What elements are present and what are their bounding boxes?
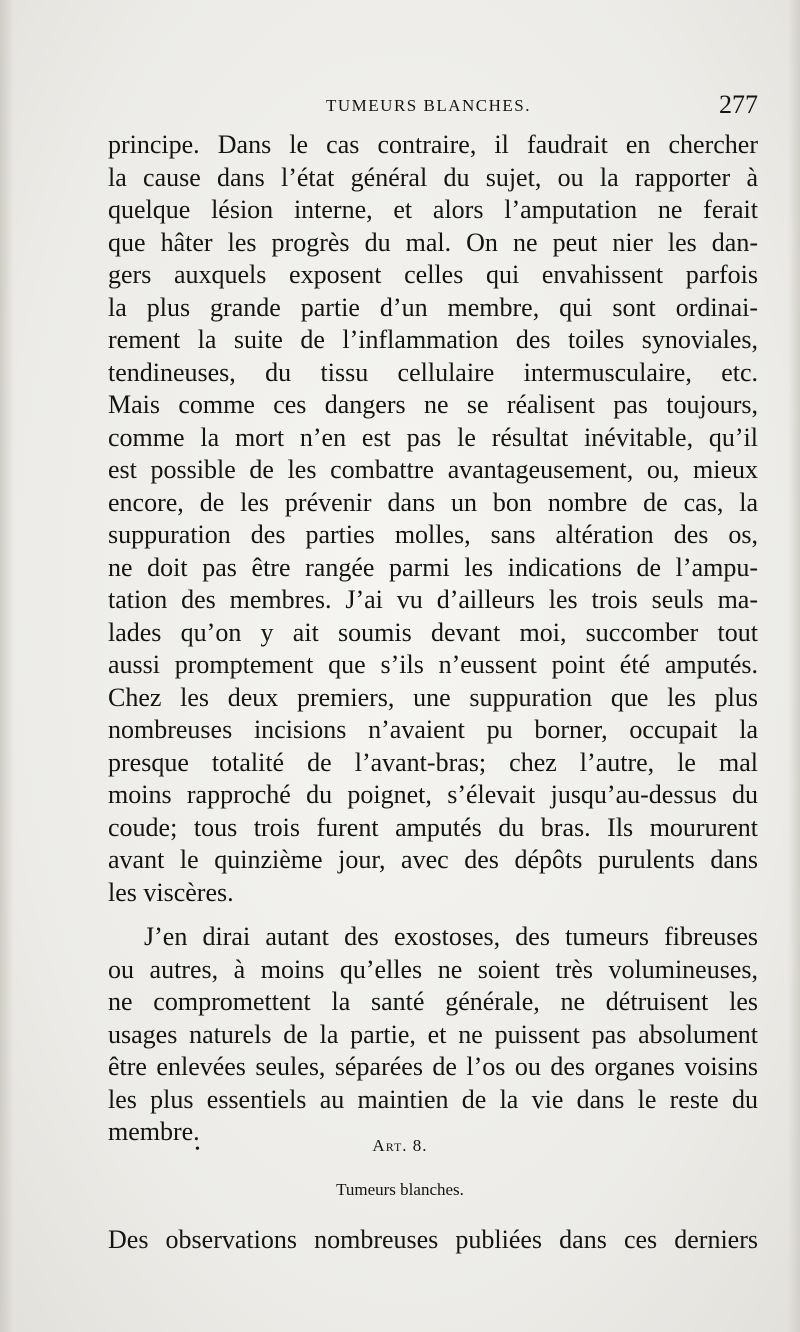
- body-text: [108, 129, 758, 1149]
- paragraph-1: [108, 129, 758, 909]
- page-edge-shadow-right: [788, 0, 800, 1332]
- section-title: Tumeurs blanches.: [336, 1180, 464, 1199]
- text-line: la plus grande partie d’un membre, qui sont ordinai-: [108, 292, 758, 322]
- text-line: nombreuses incisions n’avaient pu borner, occupait la: [108, 715, 758, 744]
- text-line: la cause dans l’état général du sujet, ou la rapporter à: [108, 162, 758, 192]
- text-line: ne compromettent la santé générale, ne détruisent les: [108, 987, 758, 1016]
- text-line: avant le quinzième jour, avec des dépôts purulents dans: [108, 845, 758, 874]
- text-line: quelque lésion interne, et alors l’amputation ne ferait: [108, 195, 758, 224]
- text-line: ne doit pas être rangée parmi les indications de l’ampu-: [108, 552, 758, 582]
- running-title: TUMEURS BLANCHES.: [326, 96, 531, 115]
- paragraph-gap: [108, 909, 758, 921]
- text-line: principe. Dans le cas contraire, il faudrait en chercher: [108, 130, 758, 159]
- paragraph-2: [108, 921, 758, 1149]
- text-line: les viscères.: [108, 877, 234, 907]
- text-line: comme la mort n’en est pas le résultat inévitable, qu’il: [108, 422, 758, 452]
- text-line: aussi promptement que s’ils n’eussent point été amputés.: [108, 650, 758, 679]
- page-number: 277: [719, 90, 758, 119]
- final-text-line: Des observations nombreuses publiées dans ces derniers: [108, 1225, 758, 1254]
- text-line: tendineuses, du tissu cellulaire intermusculaire, etc.: [108, 357, 758, 387]
- text-line: coude; tous trois furent amputés du bras. Ils moururent: [108, 812, 758, 842]
- page-edge-shadow-left: [0, 0, 14, 1332]
- text-line: presque totalité de l’avant-bras; chez l’autre, le mal: [108, 747, 758, 777]
- text-line: que hâter les progrès du mal. On ne peut nier les dan-: [108, 227, 758, 257]
- text-line: est possible de les combattre avantageusement, ou, mieux: [108, 455, 758, 484]
- article-heading: Art. 8.: [372, 1136, 428, 1155]
- text-line: les plus essentiels au maintien de la vie dans le reste du: [108, 1084, 758, 1114]
- text-line: encore, de les prévenir dans un bon nombre de cas, la: [108, 487, 758, 517]
- text-line: usages naturels de la partie, et ne puissent pas absolument: [108, 1019, 758, 1049]
- text-line: membre.: [108, 1117, 200, 1146]
- text-line: ou autres, à moins qu’elles ne soient très volumineuses,: [108, 954, 758, 984]
- stray-mark: •: [195, 1142, 200, 1157]
- text-line: rement la suite de l’inflammation des toiles synoviales,: [108, 325, 758, 354]
- text-line: être enlevées seules, séparées de l’os ou des organes voisins: [108, 1052, 758, 1081]
- text-line: Mais comme ces dangers ne se réalisent pas toujours,: [108, 390, 758, 419]
- text-line: suppuration des parties molles, sans altération des os,: [108, 520, 758, 549]
- page-header: [108, 90, 758, 124]
- text-line: gers auxquels exposent celles qui envahissent parfois: [108, 260, 758, 289]
- text-line: Chez les deux premiers, une suppuration que les plus: [108, 682, 758, 712]
- text-line: tation des membres. J’ai vu d’ailleurs les trois seuls ma-: [108, 585, 758, 614]
- text-line: moins rapproché du poignet, s’élevait jusqu’au-dessus du: [108, 780, 758, 809]
- text-line: J’en dirai autant des exostoses, des tumeurs fibreuses: [144, 922, 758, 951]
- text-line: lades qu’on y ait soumis devant moi, succomber tout: [108, 617, 758, 647]
